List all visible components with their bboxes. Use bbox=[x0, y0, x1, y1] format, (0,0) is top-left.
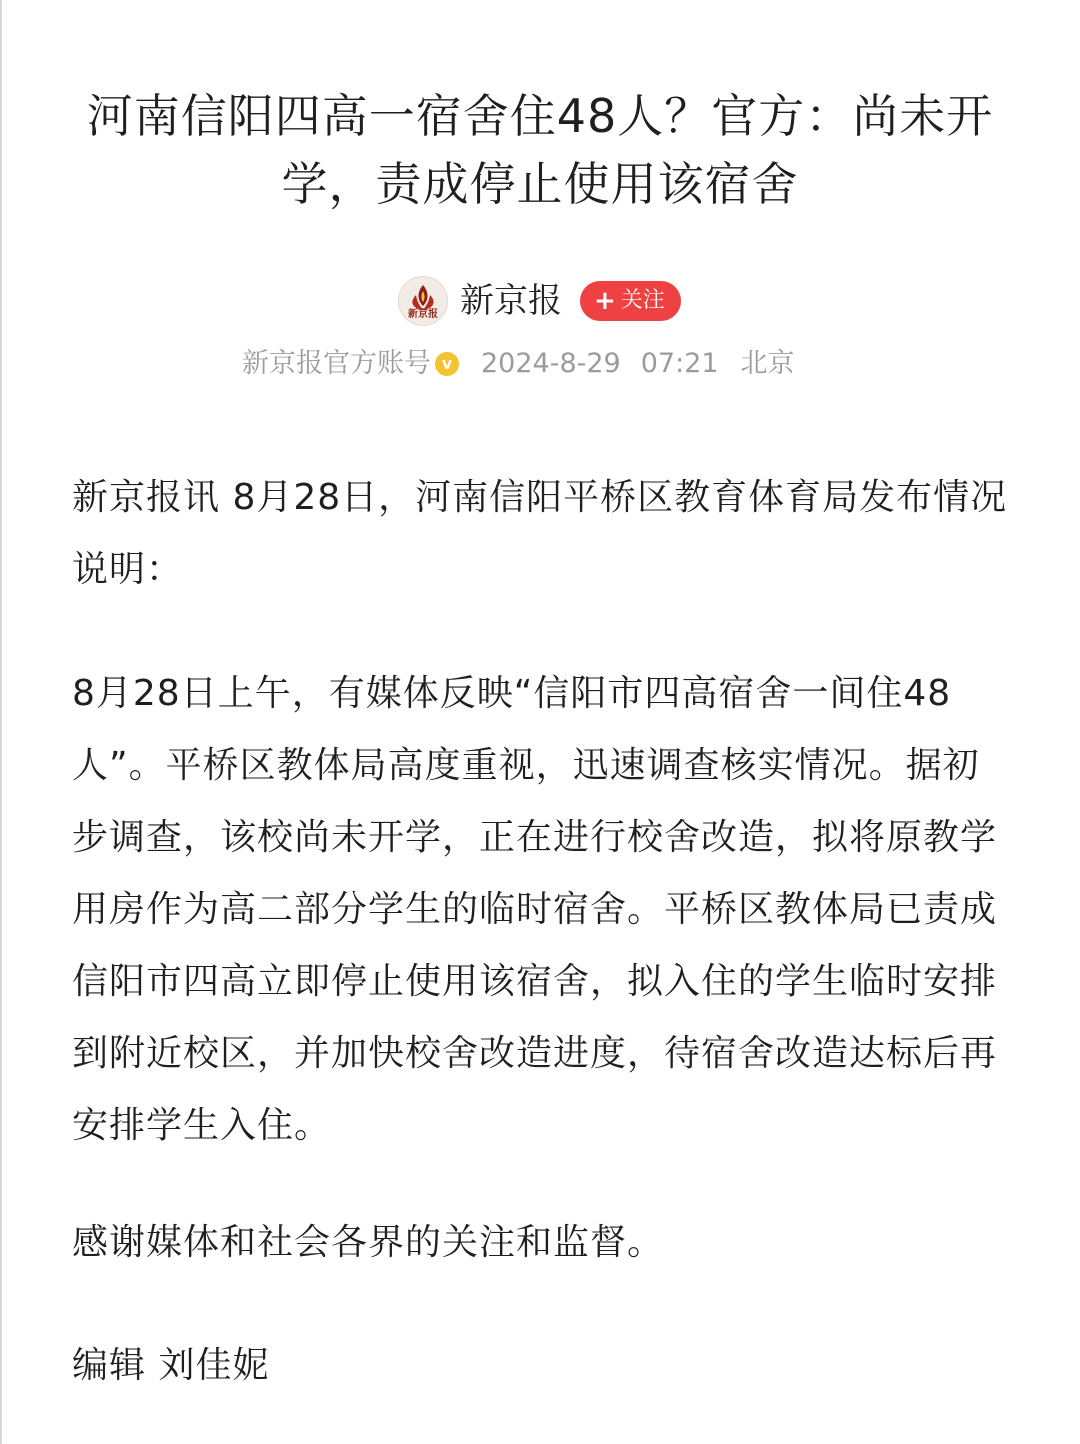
publish-location: 北京 bbox=[740, 348, 795, 379]
article-meta bbox=[242, 342, 795, 386]
publish-time: 07:21 bbox=[640, 348, 719, 379]
follow-label: 关注 bbox=[620, 288, 665, 313]
article-paragraph-intro: 新京报讯 8月28日，河南信阳平桥区教育体育局发布情况说明： bbox=[72, 477, 1008, 590]
article-editor: 编辑 刘佳妮 bbox=[72, 1345, 270, 1386]
newspaper-logo[interactable] bbox=[398, 276, 448, 326]
author-name[interactable]: 新京报 bbox=[460, 281, 562, 321]
account-label: 新京报官方账号 bbox=[242, 348, 431, 379]
author-row bbox=[398, 276, 681, 326]
plus-icon: + bbox=[594, 286, 616, 316]
verified-icon: v bbox=[435, 352, 459, 376]
follow-button[interactable] bbox=[580, 281, 681, 321]
article-title: 河南信阳四高一宿舍住48人？官方：尚未开学，责成停止使用该宿舍 bbox=[86, 89, 994, 211]
article-paragraph-thanks: 感谢媒体和社会各界的关注和监督。 bbox=[72, 1222, 665, 1263]
article-paragraph-statement: 8月28日上午，有媒体反映“信阳市四高宿舍一间住48人”。平桥区教体局高度重视，迅速调查核实情况。据初步调查，该校尚未开学，正在进行校舍改造，拟将原教学用房作为高二部分学生的临时宿舍。平桥区教体局已责成信阳市四高立即停止使用该宿舍，拟入住的学生临时安排到附近校区，并加快校舍改造进度，待宿舍改造达标后再安排学生入住。 bbox=[72, 673, 998, 1146]
publish-date: 2024-8-29 bbox=[481, 348, 621, 379]
logo-text: 新京报 bbox=[408, 309, 438, 320]
